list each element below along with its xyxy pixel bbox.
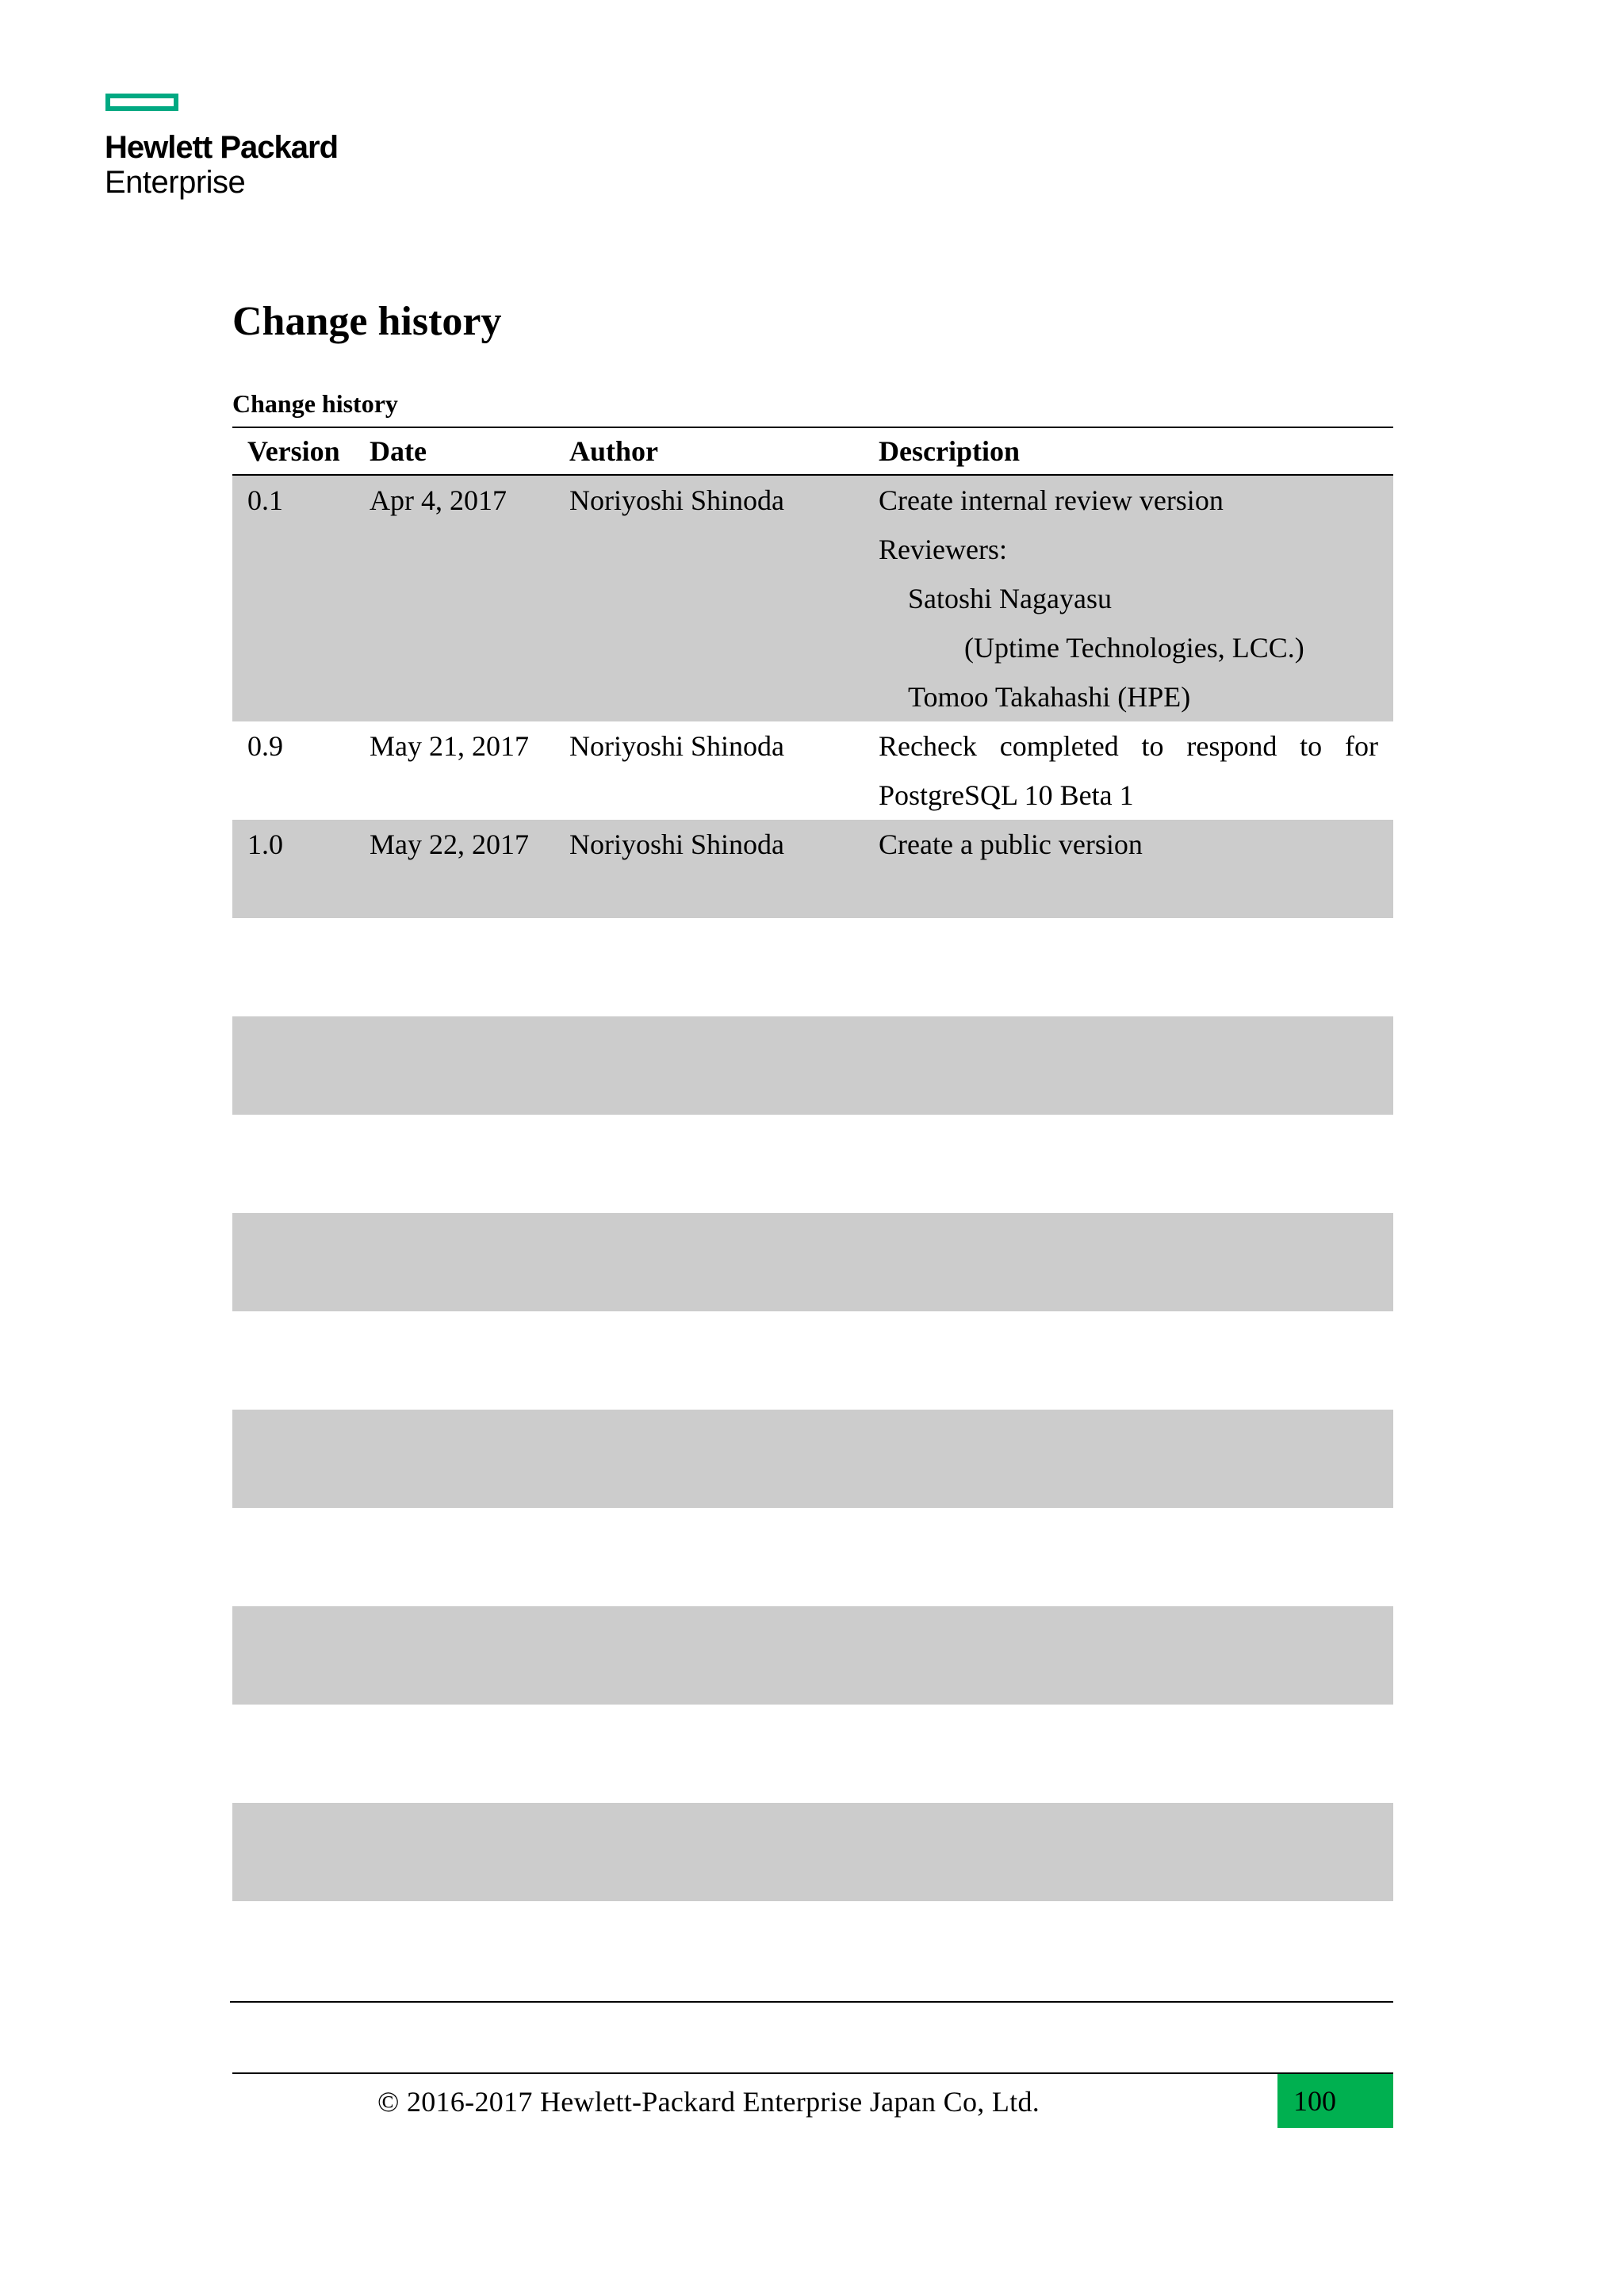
footer-rule: [232, 2072, 1393, 2074]
description-line: Tomoo Takahashi (HPE): [908, 681, 1191, 713]
table-row: [232, 820, 1393, 918]
column-header-version: Version: [247, 435, 340, 467]
table-caption: Change history: [232, 389, 398, 418]
table-row-empty: [232, 1705, 1393, 1803]
cell-version: 0.9: [247, 730, 283, 762]
cell-description: [879, 820, 1378, 869]
cell-date: Apr 4, 2017: [370, 484, 507, 516]
column-header-description: Description: [879, 435, 1020, 467]
cell-date: May 21, 2017: [370, 730, 529, 762]
table-bottom-rule: [230, 2001, 1393, 2003]
table-row: [232, 721, 1393, 820]
description-line: Reviewers:: [879, 534, 1007, 565]
footer-copyright: © 2016-2017 Hewlett-Packard Enterprise Japan Co, Ltd.: [377, 2086, 1040, 2118]
hpe-logo: [105, 94, 366, 205]
table-row-empty: [232, 1803, 1393, 1901]
table-row-empty: [232, 1016, 1393, 1115]
cell-author: Noriyoshi Shinoda: [569, 828, 785, 860]
description-line: (Uptime Technologies, LCC.): [964, 632, 1304, 664]
table-row-empty: [232, 1606, 1393, 1705]
table-row: [232, 476, 1393, 721]
hpe-logo-bar-icon: [105, 94, 178, 111]
table-row-empty: [232, 1213, 1393, 1311]
cell-version: 1.0: [247, 828, 283, 860]
description-line: Satoshi Nagayasu: [908, 583, 1112, 614]
cell-date: May 22, 2017: [370, 828, 529, 860]
cell-description: [879, 721, 1378, 820]
table-row-empty: [232, 1115, 1393, 1213]
table-row-empty: [232, 1311, 1393, 1410]
logo-wordmark-line1: Hewlett Packard: [105, 130, 339, 165]
cell-author: Noriyoshi Shinoda: [569, 484, 785, 516]
column-header-author: Author: [569, 435, 659, 467]
table-header-row: [232, 427, 1393, 476]
page-number: 100: [1277, 2074, 1393, 2128]
description-line: Recheck completed to respond to for: [879, 730, 1378, 762]
cell-version: 0.1: [247, 484, 283, 516]
change-history-table: [232, 427, 1393, 1901]
description-line: Create internal review version: [879, 484, 1224, 516]
logo-wordmark-line2: Enterprise: [105, 165, 246, 200]
column-header-date: Date: [370, 435, 427, 467]
cell-author: Noriyoshi Shinoda: [569, 730, 785, 762]
description-line: Create a public version: [879, 828, 1143, 860]
page-title: Change history: [232, 299, 502, 344]
table-row-empty: [232, 918, 1393, 1016]
table-row-empty: [232, 1410, 1393, 1508]
cell-description: [879, 476, 1378, 721]
description-line: PostgreSQL 10 Beta 1: [879, 779, 1134, 811]
table-row-empty: [232, 1508, 1393, 1606]
